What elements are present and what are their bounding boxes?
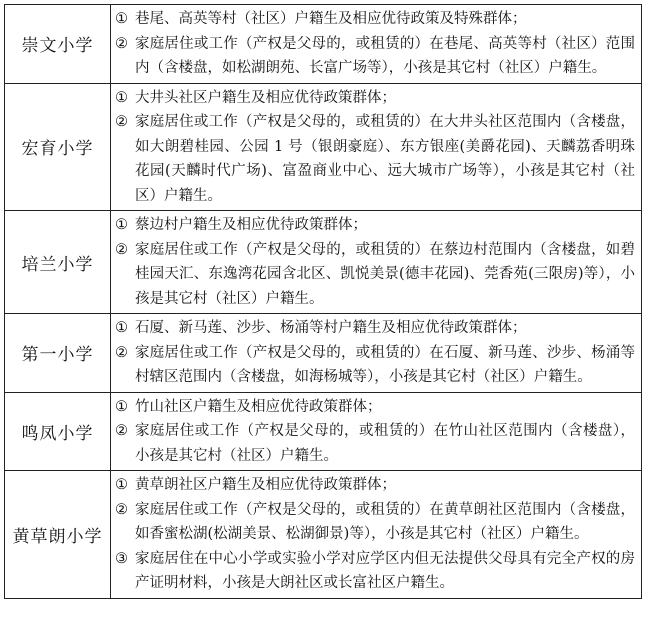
policy-item [115,213,635,238]
policy-cell [111,5,642,84]
policy-cell [111,314,642,393]
table-row [5,471,642,599]
table-row [5,392,642,471]
item-number: ② [115,501,128,518]
item-text: 家庭居住或工作（产权是父母的，或租赁的）在蔡边村范围内（含楼盘，如碧桂园天汇、东逸湾花园含北区、凯悦美景(德丰花园)、莞香苑(三限房)等），小孩是其它村（社区）户籍生。 [135,241,635,307]
item-number: ③ [115,550,128,567]
item-number: ① [115,477,128,493]
item-number: ② [115,114,128,130]
item-text: 家庭居住或工作（产权是父母的，或租赁的）在大井头社区范围内（含楼盘，如大朗碧桂园、公园 1 号（银朗豪庭）、东方银座(美爵花园)、天麟荔香明珠花园(天麟时代广场)、富盈商业中心、远大城市广场等），小孩是其它村（社区）户籍生。 [135,114,635,204]
policy-item [115,110,635,208]
school-district-table [4,4,642,599]
item-text: 石厦、新马莲、沙步、杨涌等村户籍生及相应优待政策群体； [135,320,527,336]
policy-item [115,7,635,32]
item-number: ② [115,35,128,52]
item-number: ② [115,423,128,439]
item-number: ② [115,241,128,258]
item-text: 家庭居住或工作（产权是父母的，或租赁的）在竹山社区范围内（含楼盘），小孩是其它村（社区）户籍生。 [135,423,635,464]
item-number: ① [115,320,128,336]
item-text: 大井头社区户籍生及相应优待政策群体； [135,89,396,106]
item-text: 家庭居住或工作（产权是父母的，或租赁的）在巷尾、高英等村（社区）范围内（含楼盘，如松湖朗苑、长富广场等），小孩是其它村（社区）户籍生。 [135,35,635,76]
table-row [5,5,642,84]
item-text: 竹山社区户籍生及相应优待政策群体； [135,398,382,415]
item-text: 蔡边村户籍生及相应优待政策群体； [135,217,367,233]
school-name-cell: 培兰小学 [5,211,111,314]
policy-item [115,473,635,498]
table-body [5,5,642,599]
policy-item [115,419,635,468]
school-name-cell: 第一小学 [5,314,111,393]
item-text: 家庭居住在中心小学或实验小学对应学区内但无法提供父母具有完全产权的房产证明材料，小孩是大朗社区或长富社区户籍生。 [135,550,635,591]
table-row [5,211,642,314]
school-name-cell: 黄草朗小学 [5,471,111,599]
item-text: 家庭居住或工作（产权是父母的，或租赁的）在石厦、新马莲、沙步、杨涌等村辖区范围内（含楼盘，如海杨城等），小孩是其它村（社区）户籍生。 [135,344,635,385]
policy-item [115,32,635,81]
item-number: ① [115,11,128,27]
school-name-cell: 崇文小学 [5,5,111,84]
policy-item [115,316,635,341]
item-number: ① [115,217,128,233]
item-number: ① [115,398,128,415]
item-number: ② [115,344,128,361]
item-text: 家庭居住或工作（产权是父母的，或租赁的）在黄草朗社区范围内（含楼盘，如香蜜松湖(松湖美景、松湖御景)等），小孩是其它村（社区）户籍生。 [135,501,635,542]
policy-item [115,547,635,596]
item-text: 黄草朗社区户籍生及相应优待政策群体； [135,477,396,493]
policy-item [115,395,635,420]
table-row [5,83,642,211]
policy-cell [111,211,642,314]
school-name-cell: 鸣凤小学 [5,392,111,471]
policy-item [115,86,635,111]
policy-item [115,238,635,312]
item-number: ① [115,89,128,106]
item-text: 巷尾、高英等村（社区）户籍生及相应优待政策及特殊群体； [135,11,527,27]
policy-item [115,341,635,390]
policy-cell [111,471,642,599]
school-name-cell: 宏育小学 [5,83,111,211]
table-row [5,314,642,393]
policy-cell [111,392,642,471]
policy-cell [111,83,642,211]
policy-item [115,498,635,547]
